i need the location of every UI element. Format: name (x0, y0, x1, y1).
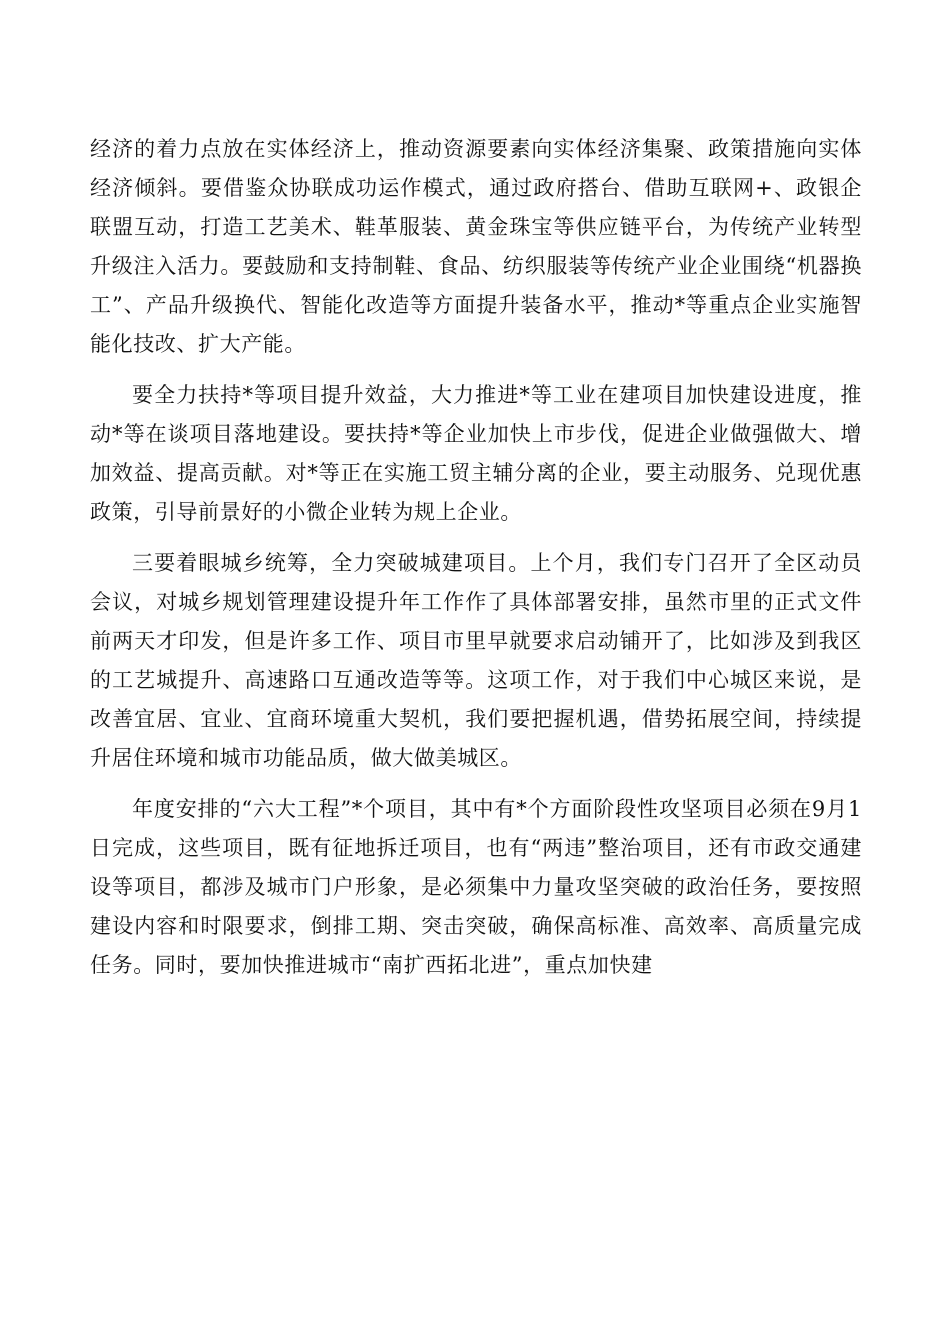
paragraph-2: 要全力扶持*等项目提升效益，大力推进*等工业在建项目加快建设进度，推动*等在谈项目落地建设。要扶持*等企业加快上市步伐，促进企业做强做大、增加效益、提高贡献。对*等正在实施工贸主辅分离的企业，要主动服务、兑现优惠政策，引导前景好的小微企业转为规上企业。 (90, 383, 862, 524)
paragraph-1: 经济的着力点放在实体经济上，推动资源要素向实体经济集聚、政策措施向实体经济倾斜。要借鉴众协联成功运作模式，通过政府搭台、借助互联网+、政银企联盟互动，打造工艺美术、鞋革服装、黄金珠宝等供应链平台，为传统产业转型升级注入活力。要鼓励和支持制鞋、食品、纺织服装等传统产业企业围绕“机器换工”、产品升级换代、智能化改造等方面提升装备水平，推动*等重点企业实施智能化技改、扩大产能。 (90, 137, 862, 356)
paragraph-4: 年度安排的“六大工程”*个项目，其中有*个方面阶段性攻坚项目必须在9月1日完成，这些项目，既有征地拆迁项目，也有“两违”整治项目，还有市政交通建设等项目，都涉及城市门户形象，是必须集中力量攻坚突破的政治任务，要按照建设内容和时限要求，倒排工期、突击突破，确保高标准、高效率、高质量完成任务。同时，要加快推进城市“南扩西拓北进”，重点加快建 (90, 797, 862, 977)
document-body (90, 130, 862, 997)
paragraph-3: 三要着眼城乡统筹，全力突破城建项目。上个月，我们专门召开了全区动员会议，对城乡规划管理建设提升年工作作了具体部署安排，虽然市里的正式文件前两天才印发，但是许多工作、项目市里早就要求启动铺开了，比如涉及到我区的工艺城提升、高速路口互通改造等等。这项工作，对于我们中心城区来说，是改善宜居、宜业、宜商环境重大契机，我们要把握机遇，借势拓展空间，持续提升居住环境和城市功能品质，做大做美城区。 (90, 551, 862, 770)
